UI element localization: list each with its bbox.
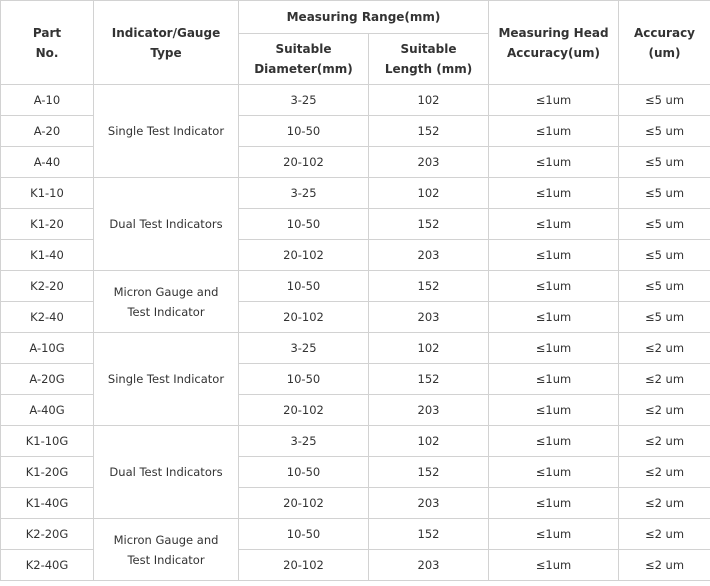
head-accuracy-cell: ≤1um [489, 240, 619, 271]
head-accuracy-cell: ≤1um [489, 302, 619, 333]
diameter-cell: 10-50 [239, 519, 369, 550]
accuracy-cell: ≤5 um [619, 209, 710, 240]
diameter-cell: 3-25 [239, 333, 369, 364]
part-no-cell: K1-40 [1, 240, 94, 271]
accuracy-cell: ≤5 um [619, 240, 710, 271]
head-accuracy-cell: ≤1um [489, 550, 619, 581]
part-no-cell: K1-40G [1, 488, 94, 519]
indicator-type-cell: Dual Test Indicators [94, 426, 239, 519]
length-cell: 152 [369, 364, 489, 395]
diameter-cell: 20-102 [239, 147, 369, 178]
accuracy-cell: ≤2 um [619, 519, 710, 550]
head-accuracy-cell: ≤1um [489, 519, 619, 550]
diameter-cell: 10-50 [239, 209, 369, 240]
length-cell: 203 [369, 147, 489, 178]
length-cell: 203 [369, 395, 489, 426]
diameter-cell: 20-102 [239, 395, 369, 426]
head-accuracy-cell: ≤1um [489, 178, 619, 209]
indicator-type-cell: Micron Gauge and Test Indicator [94, 271, 239, 333]
part-no-cell: K2-20G [1, 519, 94, 550]
length-cell: 152 [369, 116, 489, 147]
indicator-type-cell: Micron Gauge and Test Indicator [94, 519, 239, 581]
header-indicator-type: Indicator/Gauge Type [94, 1, 239, 85]
accuracy-cell: ≤2 um [619, 426, 710, 457]
part-no-cell: A-10G [1, 333, 94, 364]
head-accuracy-cell: ≤1um [489, 426, 619, 457]
part-no-cell: K1-10G [1, 426, 94, 457]
diameter-cell: 3-25 [239, 85, 369, 116]
part-no-cell: K1-20 [1, 209, 94, 240]
accuracy-cell: ≤2 um [619, 550, 710, 581]
table-row [1, 426, 710, 457]
diameter-cell: 3-25 [239, 426, 369, 457]
accuracy-cell: ≤5 um [619, 147, 710, 178]
part-no-cell: A-20G [1, 364, 94, 395]
length-cell: 102 [369, 333, 489, 364]
head-accuracy-cell: ≤1um [489, 147, 619, 178]
diameter-cell: 20-102 [239, 488, 369, 519]
length-cell: 102 [369, 426, 489, 457]
length-cell: 203 [369, 302, 489, 333]
accuracy-cell: ≤2 um [619, 488, 710, 519]
header-row-top [1, 1, 710, 34]
table-row [1, 178, 710, 209]
header-measuring-head-accuracy: Measuring Head Accuracy(um) [489, 1, 619, 85]
head-accuracy-cell: ≤1um [489, 271, 619, 302]
diameter-cell: 10-50 [239, 271, 369, 302]
table-row [1, 519, 710, 550]
header-part-no: Part No. [1, 1, 94, 85]
length-cell: 152 [369, 271, 489, 302]
header-suitable-length: Suitable Length (mm) [369, 34, 489, 85]
length-cell: 203 [369, 488, 489, 519]
accuracy-cell: ≤2 um [619, 364, 710, 395]
accuracy-cell: ≤2 um [619, 333, 710, 364]
accuracy-cell: ≤5 um [619, 116, 710, 147]
accuracy-cell: ≤5 um [619, 85, 710, 116]
length-cell: 203 [369, 550, 489, 581]
head-accuracy-cell: ≤1um [489, 116, 619, 147]
head-accuracy-cell: ≤1um [489, 364, 619, 395]
head-accuracy-cell: ≤1um [489, 333, 619, 364]
head-accuracy-cell: ≤1um [489, 457, 619, 488]
part-no-cell: K2-20 [1, 271, 94, 302]
header-measuring-range: Measuring Range(mm) [239, 1, 489, 34]
table-body [1, 85, 710, 581]
accuracy-cell: ≤5 um [619, 271, 710, 302]
length-cell: 102 [369, 178, 489, 209]
part-no-cell: K1-20G [1, 457, 94, 488]
length-cell: 152 [369, 209, 489, 240]
indicator-type-cell: Single Test Indicator [94, 333, 239, 426]
head-accuracy-cell: ≤1um [489, 85, 619, 116]
diameter-cell: 20-102 [239, 302, 369, 333]
indicator-type-cell: Single Test Indicator [94, 85, 239, 178]
head-accuracy-cell: ≤1um [489, 209, 619, 240]
accuracy-cell: ≤5 um [619, 178, 710, 209]
part-no-cell: K2-40 [1, 302, 94, 333]
table-row [1, 333, 710, 364]
part-no-cell: A-40G [1, 395, 94, 426]
diameter-cell: 10-50 [239, 364, 369, 395]
length-cell: 203 [369, 240, 489, 271]
length-cell: 152 [369, 519, 489, 550]
length-cell: 102 [369, 85, 489, 116]
length-cell: 152 [369, 457, 489, 488]
diameter-cell: 20-102 [239, 550, 369, 581]
head-accuracy-cell: ≤1um [489, 395, 619, 426]
diameter-cell: 10-50 [239, 457, 369, 488]
table-row [1, 271, 710, 302]
part-no-cell: K2-40G [1, 550, 94, 581]
diameter-cell: 20-102 [239, 240, 369, 271]
header-accuracy: Accuracy (um) [619, 1, 710, 85]
diameter-cell: 3-25 [239, 178, 369, 209]
header-suitable-diameter: Suitable Diameter(mm) [239, 34, 369, 85]
head-accuracy-cell: ≤1um [489, 488, 619, 519]
part-no-cell: K1-10 [1, 178, 94, 209]
part-no-cell: A-40 [1, 147, 94, 178]
accuracy-cell: ≤5 um [619, 302, 710, 333]
accuracy-cell: ≤2 um [619, 395, 710, 426]
indicator-type-cell: Dual Test Indicators [94, 178, 239, 271]
table-row [1, 85, 710, 116]
part-no-cell: A-10 [1, 85, 94, 116]
diameter-cell: 10-50 [239, 116, 369, 147]
accuracy-cell: ≤2 um [619, 457, 710, 488]
part-no-cell: A-20 [1, 116, 94, 147]
